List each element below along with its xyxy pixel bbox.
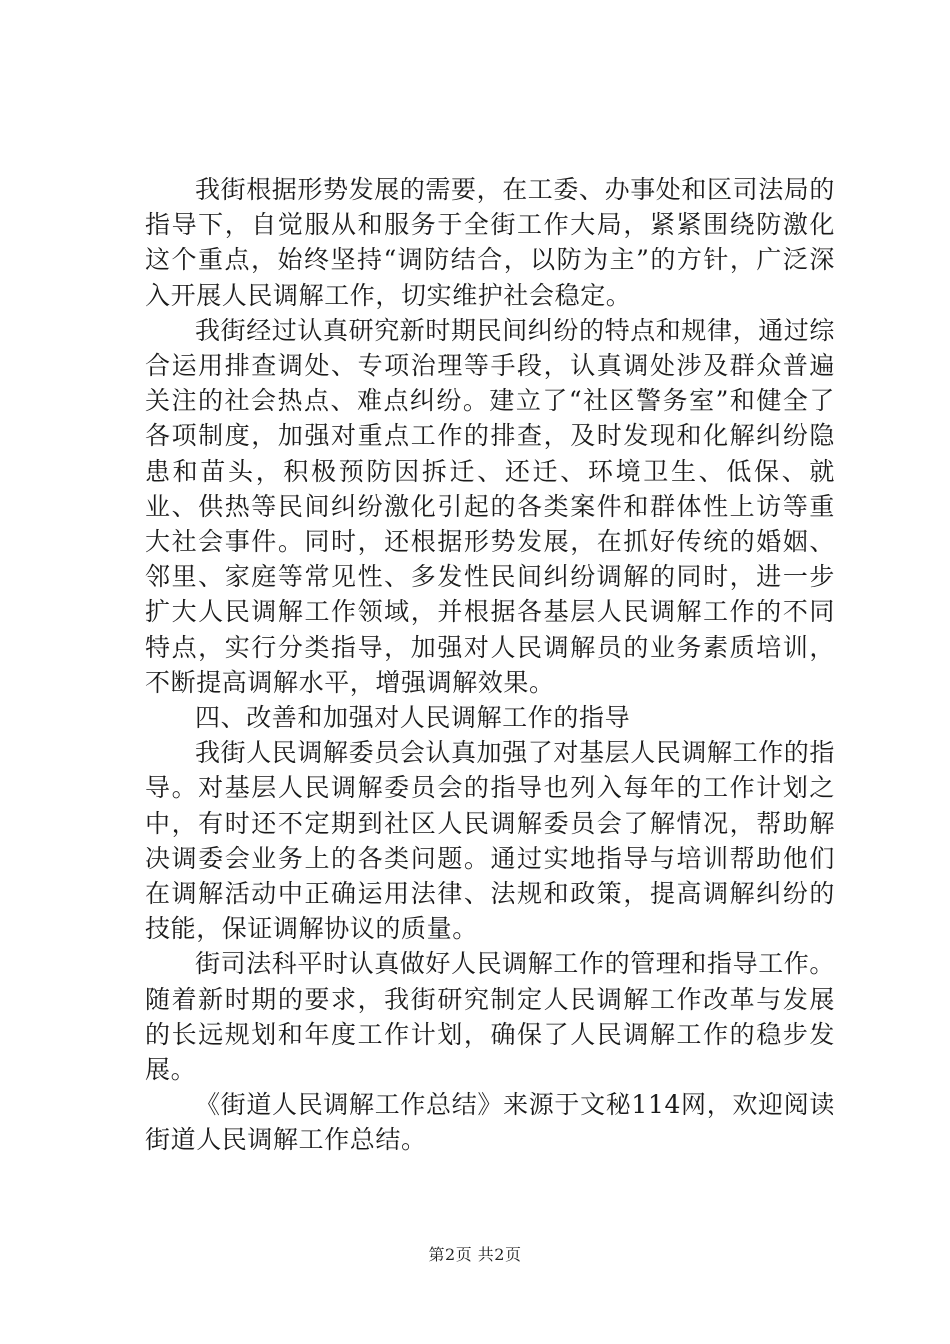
paragraph-justice-section: 街司法科平时认真做好人民调解工作的管理和指导工作。随着新时期的要求，我街研究制定人民调解工作改革与发展的长远规划和年度工作计划，确保了人民调解工作的稳步发展。 xyxy=(145,949,836,1085)
paragraph-source-note: 《街道人民调解工作总结》来源于文秘114网，欢迎阅读街道人民调解工作总结。 xyxy=(145,1090,835,1155)
section-heading-guidance: 四、改善和加强对人民调解工作的指导 xyxy=(195,703,631,733)
paragraph-intro: 我街根据形势发展的需要，在工委、办事处和区司法局的指导下，自觉服从和服务于全街工作大局，紧紧围绕防激化这个重点，始终坚持“调防结合，以防为主”的方针，广泛深入开展人民调解工作，切实维护社会稳定。 xyxy=(145,175,836,310)
paragraph-dispute-handling: 我街经过认真研究新时期民间纠纷的特点和规律，通过综合运用排查调处、专项治理等手段，认真调处涉及群众普遍关注的社会热点、难点纠纷。建立了“社区警务室”和健全了各项制度，加强对重点工作的排查，及时发现和化解纠纷隐患和苗头，积极预防因拆迁、还迁、环境卫生、低保、就业、供热等民间纠纷激化引起的各类案件和群体性上访等重大社会事件。同时，还根据形势发展，在抓好传统的婚姻、邻里、家庭等常见性、多发性民间纠纷调解的同时，进一步扩大人民调解工作领域，并根据各基层人民调解工作的不同特点，实行分类指导，加强对人民调解员的业务素质培训，不断提高调解水平，增强调解效果。 xyxy=(145,315,836,697)
document-body xyxy=(145,172,835,1158)
paragraph-committee-guidance: 我街人民调解委员会认真加强了对基层人民调解工作的指导。对基层人民调解委员会的指导也列入每年的工作计划之中，有时还不定期到社区人民调解委员会了解情况，帮助解决调委会业务上的各类问题。通过实地指导与培训帮助他们在调解活动中正确运用法律、法规和政策，提高调解纠纷的技能，保证调解协议的质量。 xyxy=(145,738,836,944)
page-number-footer: 第2页 共2页 xyxy=(428,1245,522,1264)
